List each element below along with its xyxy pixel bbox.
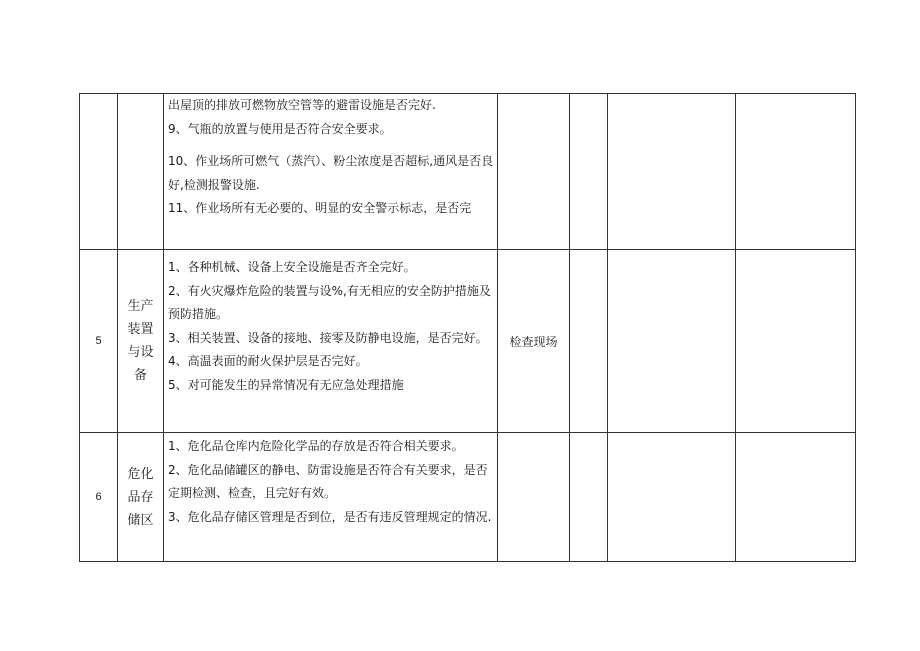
blank-cell (736, 94, 856, 250)
table-row (80, 94, 856, 250)
check-line: 10、作业场所可燃气（蒸汽）、粉尘浓度是否超标,通风是否良好,检测报警设施. (168, 154, 494, 192)
check-line: 2、有火灾爆炸危险的装置与设%,有无相应的安全防护措施及预防措施。 (168, 283, 491, 321)
check-method (498, 433, 570, 562)
check-item-name: 危化品存储区 (118, 433, 164, 562)
check-method (498, 94, 570, 250)
table-row (80, 433, 856, 562)
check-line: 11、作业场所有无必要的、明显的安全警示标志，是否完 (168, 201, 472, 215)
check-line: 3、危化品存储区管理是否到位，是否有违反管理规定的情况. (168, 509, 492, 524)
safety-inspection-table (79, 93, 856, 562)
blank-cell (608, 433, 736, 562)
check-method: 检查现场 (498, 250, 570, 433)
check-content (164, 433, 498, 562)
result-cell (570, 94, 608, 250)
blank-cell (736, 433, 856, 562)
check-line: 出屋顶的排放可燃物放空管等的避雷设施是否完好. (168, 98, 436, 112)
blank-cell (608, 250, 736, 433)
check-line: 9、气瓶的放置与使用是否符合安全要求。 (168, 121, 392, 136)
row-number: 5 (80, 250, 118, 433)
check-line: 4、高温表面的耐火保护层是否完好。 (168, 354, 368, 368)
blank-cell (736, 250, 856, 433)
row-number (80, 94, 118, 250)
row-number: 6 (80, 433, 118, 562)
check-item-name (118, 94, 164, 250)
check-line: 3、相关装置、设备的接地、接零及防静电设施，是否完好。 (168, 330, 488, 345)
blank-cell (608, 94, 736, 250)
check-line: 1、危化品仓库内危险化学品的存放是否符合相关要求。 (168, 439, 464, 453)
check-line: 5、对可能发生的异常情况有无应急处理措施 (168, 377, 404, 392)
check-line: 2、危化品储罐区的静电、防雷设施是否符合有关要求，是否定期检测、检查，且完好有效。 (168, 462, 488, 500)
check-content (164, 250, 498, 433)
result-cell (570, 433, 608, 562)
check-item-name: 生产装置与设备 (118, 250, 164, 433)
check-line: 1、各种机械、设备上安全设施是否齐全完好。 (168, 260, 416, 274)
result-cell (570, 250, 608, 433)
check-content (164, 94, 498, 250)
table-row (80, 250, 856, 433)
